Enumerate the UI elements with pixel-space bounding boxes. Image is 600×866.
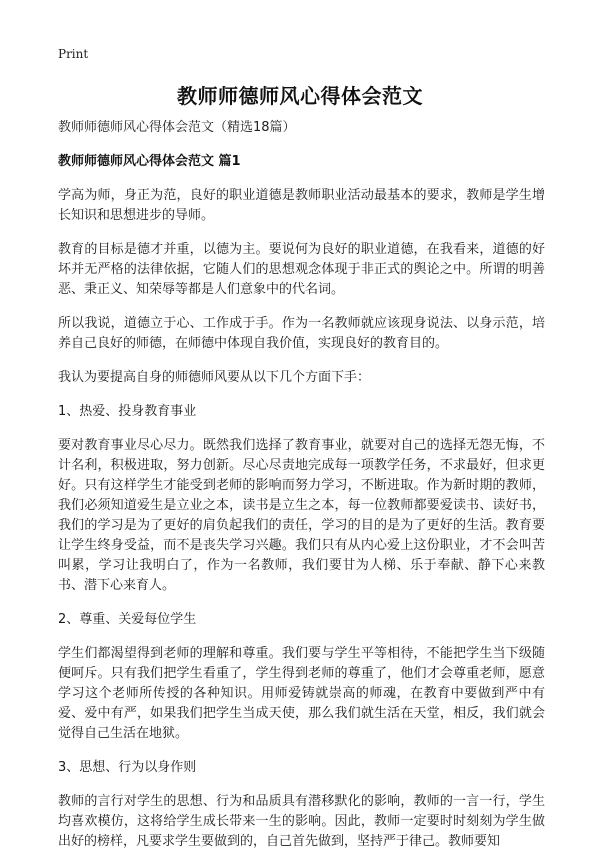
paragraph: 所以我说，道德立于心、工作成于手。作为一名教师就应该现身说法、以身示范，培养自己良好的师德，在师德中体现自我价值，实现良好的教育目的。	[58, 316, 545, 351]
paragraph: 我认为要提高自身的师德师风要从以下几个方面下手：	[58, 370, 371, 385]
section-title: 教师师德师风心得体会范文 篇1	[58, 154, 241, 169]
paragraph: 教育的目标是德才并重，以德为主。要说何为良好的职业道德，在我看来，道德的好坏并无严格的法律依据，它随人们的思想观念体现于非正式的舆论之中。所谓的明善恶、秉正义、知荣辱等都是人们意象中的代名词。	[58, 242, 545, 297]
document-body	[58, 118, 545, 866]
list-heading: 3、思想、行为以身作则	[58, 760, 197, 775]
print-label: Print	[58, 47, 89, 61]
list-heading: 2、尊重、关爱每位学生	[58, 612, 197, 627]
paragraph: 教师的言行对学生的思想、行为和品质具有潜移默化的影响，教师的一言一行，学生均喜欢模仿，这将给学生成长带来一生的影响。因此，教师一定要时时刻刻为学生做出好的榜样，凡要求学生要做到的，自己首先做到，坚持严于律己。教师要知	[58, 794, 545, 849]
document-subtitle: 教师师德师风心得体会范文（精选18篇）	[58, 120, 296, 135]
paragraph: 学生们都渴望得到老师的理解和尊重。我们要与学生平等相待，不能把学生当下级随便呵斥。只有我们把学生看重了，学生得到老师的尊重了，他们才会尊重老师，愿意学习这个老师所传授的各种知识。用师爱铸就崇高的师魂，在教育中要做到严中有爱、爱中有严，如果我们把学生当成天使，那么我们就生活在天堂，相反，我们就会觉得自己生活在地狱。	[58, 646, 545, 741]
paragraph: 要对教育事业尽心尽力。既然我们选择了教育事业，就要对自己的选择无怨无悔，不计名利，积极进取，努力创新。尽心尽责地完成每一项教学任务，不求最好，但求更好。只有这样学生才能受到老师的影响而努力学习，不断进取。作为新时期的教师，我们必须知道爱生是立业之本，读书是立生之本，每一位教师都要爱读书、读好书，我们的学习是为了更好的肩负起我们的责任，学习的目的是为了更好的生活。教育要让学生终身受益，而不是丧失学习兴趣。我们只有从内心爱上这份职业，才不会叫苦叫累，学习让我明白了，作为一名教师，我们要甘为人梯、乐于奉献、静下心来教书、潜下心来育人。	[58, 438, 545, 593]
document-title: 教师师德师风心得体会范文	[177, 84, 423, 108]
paragraph: 学高为师，身正为范，良好的职业道德是教师职业活动最基本的要求，教师是学生增长知识和思想进步的导师。	[58, 188, 545, 223]
list-heading: 1、热爱、投身教育事业	[58, 404, 197, 419]
